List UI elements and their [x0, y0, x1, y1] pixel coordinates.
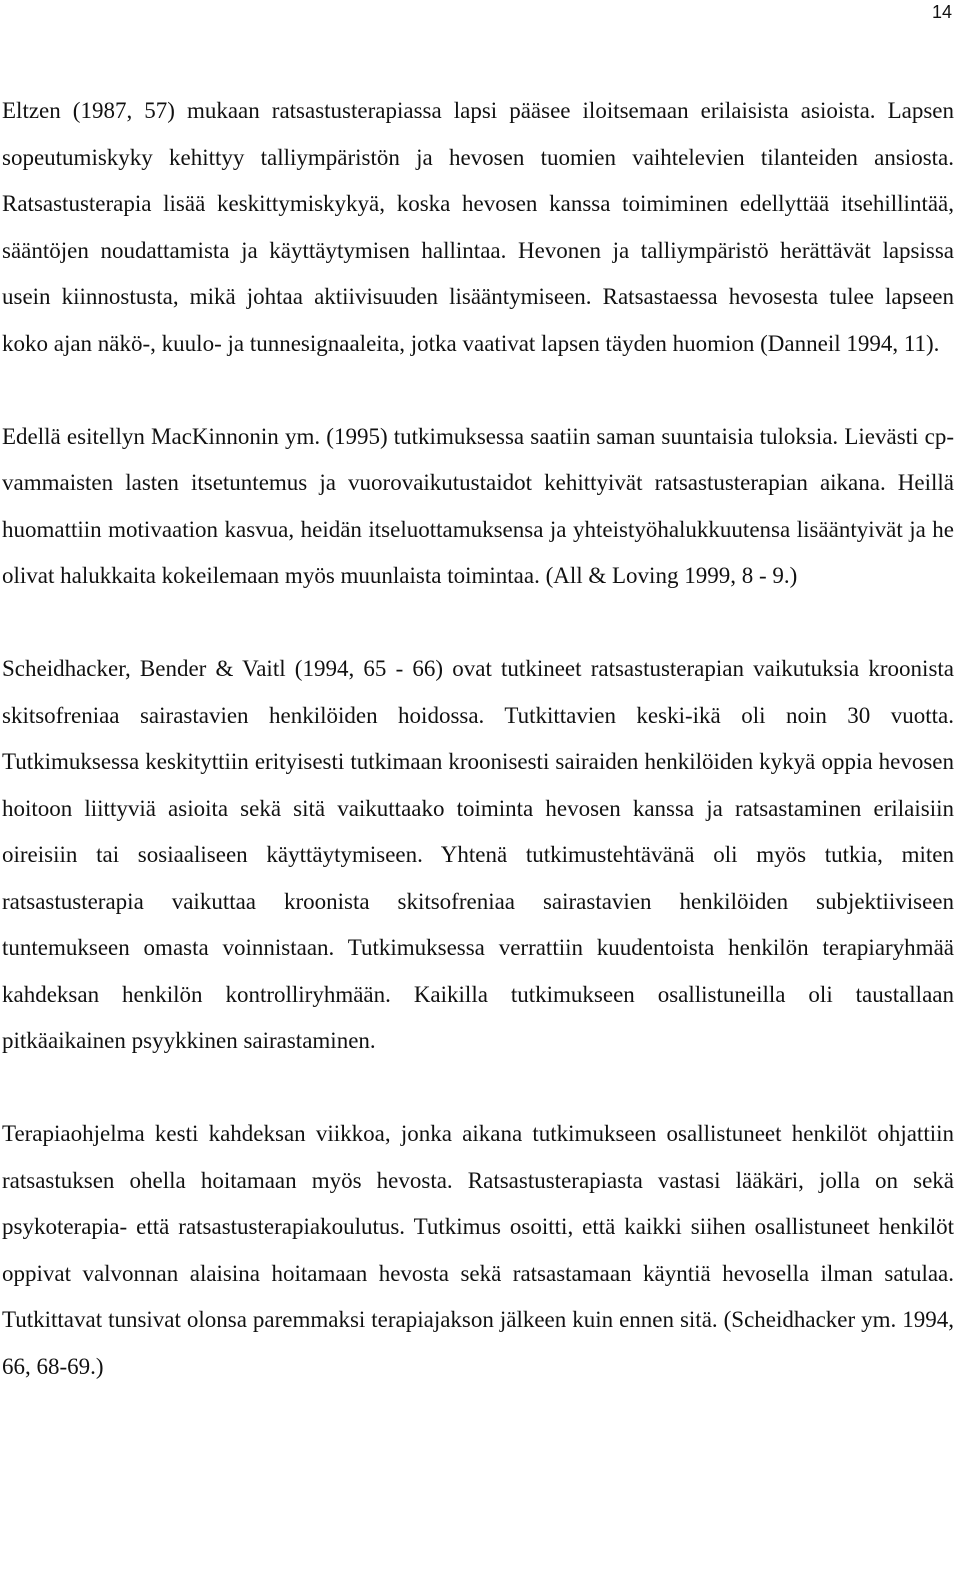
paragraph-gap [2, 367, 954, 414]
paragraph-gap [2, 1065, 954, 1112]
document-body [2, 88, 954, 1390]
paragraph-terapiaohjelma: Terapiaohjelma kesti kahdeksan viikkoa, jonka aikana tutkimukseen osallistuneet henkilöt ohjattiin ratsastuksen ohella hoitamaan myös hevosta. Ratsastusterapiasta vastasi lääkäri, jolla on sekä psykoterapia- että ratsastusterapiakoulutus. Tutkimus osoitti, että kaikki siihen osallistuneet henkilöt oppivat valvonnan alaisina hoitamaan hevosta sekä ratsastamaan käyntiä hevosella ilman satulaa. Tutkittavat tunsivat olonsa paremmaksi terapiajakson jälkeen kuin ennen sitä. (Scheidhacker ym. 1994, 66, 68-69.) [2, 1121, 954, 1379]
paragraph-mackinnon: Edellä esitellyn MacKinnonin ym. (1995) tutkimuksessa saatiin saman suuntaisia tuloksia. Lievästi cp-vammaisten lasten itsetuntemus ja vuorovaikutustaidot kehittyivät ratsastusterapian aikana. Heillä huomattiin motivaation kasvua, heidän itseluottamuksensa ja yhteistyöhalukkuutensa lisääntyivät ja he olivat halukkaita kokeilemaan myös muunlaista toimintaa. (All & Loving 1999, 8 - 9.) [2, 423, 954, 588]
paragraph-gap [2, 600, 954, 647]
page-number: 14 [931, 2, 952, 22]
paragraph-scheidhacker: Scheidhacker, Bender & Vaitl (1994, 65 - 66) ovat tutkineet ratsastusterapian vaikutuksia kroonista skitsofreniaa sairastavien henkilöiden hoidossa. Tutkittavien keski-ikä oli noin 30 vuotta. Tutkimuksessa keskityttiin erityisesti tutkimaan kroonisesti sairaiden henkilöiden kykyä oppia hevosen hoitoon liittyviä asioita sekä sitä vaikuttaako toiminta hevosen kanssa ja ratsastaminen erilaisiin oireisiin tai sosiaaliseen käyttäytymiseen. Yhtenä tutkimustehtävänä oli myös tutkia, miten ratsastusterapia vaikuttaa kroonista skitsofreniaa sairastavien henkilöiden subjektiiviseen tuntemukseen omasta voinnistaan. Tutkimuksessa verrattiin kuudentoista henkilön terapiaryhmää kahdeksan henkilön kontrolliryhmään. Kaikilla tutkimukseen osallistuneilla oli taustallaan pitkäaikainen psyykkinen sairastaminen. [2, 656, 954, 1053]
paragraph-eltzen: Eltzen (1987, 57) mukaan ratsastusterapiassa lapsi pääsee iloitsemaan erilaisista asioista. Lapsen sopeutumiskyky kehittyy talliympäristön ja hevosen tuomien vaihtelevien tilanteiden ansiosta. Ratsastusterapia lisää keskittymiskykyä, koska hevosen kanssa toimiminen edellyttää itsehillintää, sääntöjen noudattamista ja käyttäytymisen hallintaa. Hevonen ja talliympäristö herättävät lapsissa usein kiinnostusta, mikä johtaa aktiivisuuden lisääntymiseen. Ratsastaessa hevosesta tulee lapseen koko ajan näkö-, kuulo- ja tunnesignaaleita, jotka vaativat lapsen täyden huomion (Danneil 1994, 11). [2, 98, 954, 356]
